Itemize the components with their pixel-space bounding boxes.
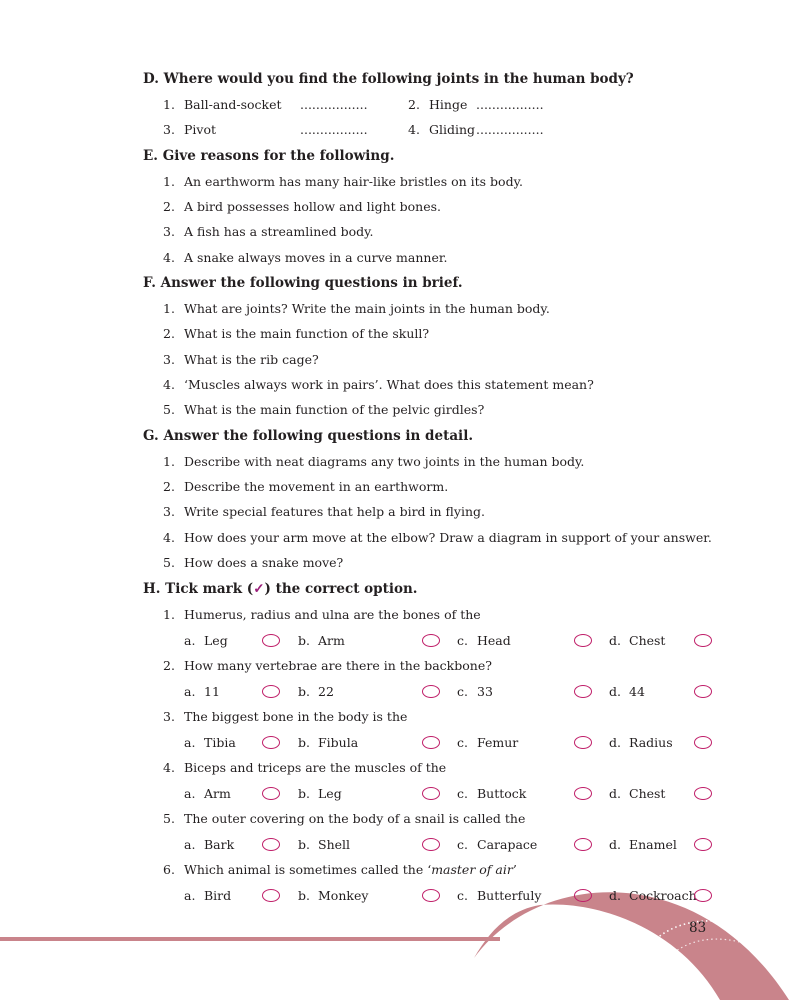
option-letter: c. xyxy=(457,633,468,648)
question-text: Biceps and triceps are the muscles of the xyxy=(184,760,447,775)
option-letter: d. xyxy=(609,837,621,852)
option-text: Carapace xyxy=(477,837,538,852)
answer-oval[interactable] xyxy=(422,889,440,902)
corner-arc xyxy=(474,892,789,1000)
list-item xyxy=(163,326,429,341)
list-item xyxy=(163,199,441,214)
question-number: 1. xyxy=(163,607,175,622)
item-text: An earthworm has many hair-like bristles on its body. xyxy=(184,174,523,189)
answer-oval[interactable] xyxy=(422,736,440,749)
option xyxy=(184,735,236,750)
joint-label: Gliding xyxy=(429,122,476,137)
item-text: How does a snake move? xyxy=(184,555,344,570)
item-number: 2. xyxy=(163,326,175,341)
answer-oval[interactable] xyxy=(422,634,440,647)
item-number: 2. xyxy=(163,479,175,494)
answer-oval[interactable] xyxy=(422,685,440,698)
answer-oval[interactable] xyxy=(694,838,712,851)
option-text: Monkey xyxy=(318,888,369,903)
option-text: Bird xyxy=(204,888,232,903)
item-text: Describe the movement in an earthworm. xyxy=(184,479,449,494)
option xyxy=(609,786,665,801)
title-text: ) the correct option. xyxy=(264,581,418,597)
option-letter: a. xyxy=(184,888,196,903)
item-text: How does your arm move at the elbow? Draw a diagram in support of your answer. xyxy=(184,530,712,545)
option-text: 22 xyxy=(318,684,334,699)
mcq-question xyxy=(163,607,481,622)
option-text: Leg xyxy=(318,786,342,801)
item-text: What is the rib cage? xyxy=(184,352,319,367)
answer-oval[interactable] xyxy=(574,736,592,749)
option xyxy=(298,684,334,699)
option-letter: c. xyxy=(457,888,468,903)
option-text: Buttock xyxy=(477,786,527,801)
option-letter: d. xyxy=(609,633,621,648)
section-e-title: E. Give reasons for the following. xyxy=(143,148,395,164)
option xyxy=(298,735,358,750)
option-text: Femur xyxy=(477,735,519,750)
item-number: 4. xyxy=(163,250,175,265)
title-text: H. Tick mark ( xyxy=(143,581,254,597)
option-letter: b. xyxy=(298,735,310,750)
option xyxy=(609,633,665,648)
item-number: 5. xyxy=(163,402,175,417)
option-letter: a. xyxy=(184,837,196,852)
tick-icon: ✓ xyxy=(253,581,265,597)
item-number: 3. xyxy=(163,504,175,519)
item-number: 4. xyxy=(408,122,420,137)
joint-label: Ball-and-socket xyxy=(184,97,282,112)
option-letter: c. xyxy=(457,735,468,750)
answer-oval[interactable] xyxy=(422,787,440,800)
question-text: The biggest bone in the body is the xyxy=(184,709,408,724)
item-number: 1. xyxy=(163,174,175,189)
list-item xyxy=(163,402,484,417)
mcq-question xyxy=(163,760,446,775)
joint-label: Pivot xyxy=(184,122,217,137)
section-f-title: F. Answer the following questions in brief. xyxy=(143,275,463,291)
list-item xyxy=(163,301,550,316)
option-letter: a. xyxy=(184,786,196,801)
answer-oval[interactable] xyxy=(694,787,712,800)
option-letter: a. xyxy=(184,735,196,750)
option-text: Shell xyxy=(318,837,351,852)
item-text: Describe with neat diagrams any two joints in the human body. xyxy=(184,454,585,469)
list-item xyxy=(163,504,485,519)
answer-oval[interactable] xyxy=(262,889,280,902)
option-text: Arm xyxy=(318,633,345,648)
question-number: 4. xyxy=(163,760,175,775)
option-letter: c. xyxy=(457,684,468,699)
answer-oval[interactable] xyxy=(574,685,592,698)
option-letter: a. xyxy=(184,633,196,648)
item-text: A bird possesses hollow and light bones. xyxy=(184,199,441,214)
list-item xyxy=(163,479,448,494)
option-text: Chest xyxy=(629,633,666,648)
option-letter: b. xyxy=(298,786,310,801)
item-text: What is the main function of the pelvic girdles? xyxy=(184,402,485,417)
item-number: 5. xyxy=(163,555,175,570)
list-item xyxy=(163,250,447,265)
option xyxy=(609,735,673,750)
option-text: Bark xyxy=(204,837,235,852)
item-text: A fish has a streamlined body. xyxy=(184,224,374,239)
item-number: 4. xyxy=(163,530,175,545)
list-item xyxy=(163,352,319,367)
option-letter: b. xyxy=(298,633,310,648)
answer-oval[interactable] xyxy=(574,889,592,902)
option-letter: c. xyxy=(457,786,468,801)
option-letter: d. xyxy=(609,735,621,750)
answer-blank: ................. xyxy=(300,97,368,112)
option-text: Chest xyxy=(629,786,666,801)
question-text: The outer covering on the body of a snail is called the xyxy=(184,811,526,826)
answer-oval[interactable] xyxy=(574,634,592,647)
list-item xyxy=(163,174,523,189)
option-text: 44 xyxy=(629,684,645,699)
question-text: Humerus, radius and ulna are the bones of the xyxy=(184,607,481,622)
option-text: Enamel xyxy=(629,837,677,852)
option xyxy=(184,888,231,903)
item-number: 3. xyxy=(163,352,175,367)
answer-oval[interactable] xyxy=(694,889,712,902)
item-number: 1. xyxy=(163,97,175,112)
question-number: 2. xyxy=(163,658,175,673)
answer-oval[interactable] xyxy=(574,787,592,800)
mcq-question xyxy=(163,862,517,877)
option-letter: b. xyxy=(298,837,310,852)
answer-blank: ................. xyxy=(300,122,368,137)
question-number: 5. xyxy=(163,811,175,826)
page-number: 83 xyxy=(689,920,707,936)
option xyxy=(457,684,493,699)
option xyxy=(609,837,677,852)
item-text: What are joints? Write the main joints in the human body. xyxy=(184,301,550,316)
option-text: Tibia xyxy=(204,735,236,750)
item-number: 2. xyxy=(408,97,420,112)
option-text: 11 xyxy=(204,684,220,699)
item-text: A snake always moves in a curve manner. xyxy=(184,250,448,265)
option-letter: b. xyxy=(298,888,310,903)
question-text: Which animal is sometimes called the ‘ xyxy=(184,862,432,877)
option-text: Radius xyxy=(629,735,673,750)
answer-oval[interactable] xyxy=(694,634,712,647)
option xyxy=(298,837,350,852)
option xyxy=(457,633,511,648)
answer-oval[interactable] xyxy=(262,838,280,851)
option xyxy=(298,786,342,801)
option xyxy=(184,786,231,801)
option xyxy=(457,735,518,750)
answer-oval[interactable] xyxy=(262,685,280,698)
question-number: 6. xyxy=(163,862,175,877)
option xyxy=(609,888,697,903)
option xyxy=(184,837,234,852)
option-text: Fibula xyxy=(318,735,359,750)
option-text: Butterfuly xyxy=(477,888,542,903)
section-h-title xyxy=(143,581,417,597)
mcq-question xyxy=(163,709,407,724)
mcq-question xyxy=(163,658,492,673)
item-number: 3. xyxy=(163,122,175,137)
question-number: 3. xyxy=(163,709,175,724)
option-letter: d. xyxy=(609,684,621,699)
option xyxy=(457,837,537,852)
question-text: How many vertebrae are there in the backbone? xyxy=(184,658,492,673)
joint-label: Hinge xyxy=(429,97,468,112)
option-letter: d. xyxy=(609,786,621,801)
option-text: Arm xyxy=(204,786,231,801)
option-text: 33 xyxy=(477,684,493,699)
option-letter: a. xyxy=(184,684,196,699)
list-item xyxy=(163,377,594,392)
joint-item-3 xyxy=(163,122,216,137)
option xyxy=(609,684,645,699)
answer-oval[interactable] xyxy=(262,787,280,800)
option xyxy=(184,684,220,699)
answer-oval[interactable] xyxy=(262,634,280,647)
item-text: ‘Muscles always work in pairs’. What does this statement mean? xyxy=(184,377,594,392)
answer-oval[interactable] xyxy=(422,838,440,851)
answer-oval[interactable] xyxy=(262,736,280,749)
option xyxy=(457,786,526,801)
joint-item-4 xyxy=(408,122,475,137)
option-letter: b. xyxy=(298,684,310,699)
answer-blank: ................. xyxy=(476,97,544,112)
answer-oval[interactable] xyxy=(574,838,592,851)
joint-item-1 xyxy=(163,97,282,112)
question-text: master of air xyxy=(431,862,513,877)
option-letter: c. xyxy=(457,837,468,852)
question-text: ’ xyxy=(512,862,517,877)
item-number: 4. xyxy=(163,377,175,392)
option xyxy=(298,888,368,903)
section-g-title: G. Answer the following questions in detail. xyxy=(143,428,474,444)
option-text: Cockroach xyxy=(629,888,697,903)
answer-blank: ................. xyxy=(476,122,544,137)
list-item xyxy=(163,530,712,545)
list-item xyxy=(163,555,343,570)
bottom-rule xyxy=(0,937,500,941)
list-item xyxy=(163,454,584,469)
answer-oval[interactable] xyxy=(694,736,712,749)
item-number: 3. xyxy=(163,224,175,239)
item-number: 2. xyxy=(163,199,175,214)
option-text: Head xyxy=(477,633,511,648)
joint-item-2 xyxy=(408,97,467,112)
answer-oval[interactable] xyxy=(694,685,712,698)
mcq-question xyxy=(163,811,525,826)
option-letter: d. xyxy=(609,888,621,903)
option xyxy=(184,633,228,648)
item-number: 1. xyxy=(163,454,175,469)
option-text: Leg xyxy=(204,633,228,648)
item-text: What is the main function of the skull? xyxy=(184,326,430,341)
option xyxy=(298,633,345,648)
section-d-title: D. Where would you find the following joints in the human body? xyxy=(143,71,634,87)
list-item xyxy=(163,224,374,239)
option xyxy=(457,888,541,903)
item-text: Write special features that help a bird in flying. xyxy=(184,504,485,519)
item-number: 1. xyxy=(163,301,175,316)
